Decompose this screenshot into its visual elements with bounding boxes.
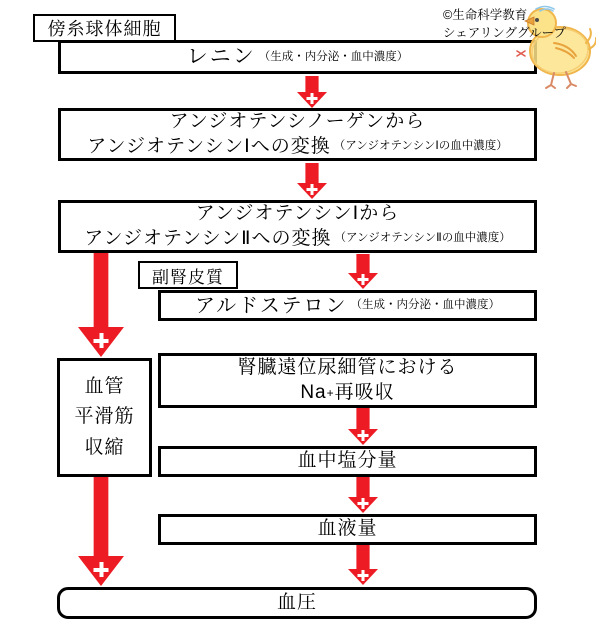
node-angiotensin1-line1: アンジオテンシノーゲンから [169,110,426,132]
plus-icon [94,333,109,348]
label-juxtaglomerular-cells-text: 傍糸球体細胞 [47,19,162,39]
stimulation-arrow-big-icon [78,253,124,357]
node-renal-reabsorb: 再吸収 [334,381,395,403]
node-vascular-line3: 収縮 [84,436,125,458]
label-adrenal-cortex [138,261,238,289]
node-blood-salt-text: 血中塩分量 [297,450,398,472]
node-renal-na: Na [300,381,327,403]
plus-icon [358,274,369,285]
plus-icon [94,562,109,577]
node-angiotensin1-conversion [58,108,537,161]
node-renal-na-reabsorption: 腎臓遠位尿細管における Na + 再吸収 [158,353,537,408]
node-vascular-line1: 血管 [84,375,125,397]
node-blood-volume-text: 血液量 [317,518,378,540]
label-juxtaglomerular-cells [33,14,176,42]
node-renin-note: （生成・内分泌・血中濃度） [258,50,409,63]
node-renin [58,40,537,74]
plus-icon [307,93,318,104]
node-aldosterone-title: アルドステロン [194,294,348,317]
stimulation-arrow-icon [348,408,378,445]
node-blood-pressure [57,587,537,619]
node-blood-salt [158,446,537,477]
plus-icon [358,570,369,581]
plus-icon [358,430,369,441]
credit-line2: シェアリンググループ [443,26,567,41]
node-angiotensin2-conversion [58,200,537,253]
stimulation-arrow-icon [297,163,327,199]
node-aldosterone [158,290,537,321]
stimulation-arrow-big-icon [78,477,124,586]
stimulation-arrow-icon [348,477,378,513]
node-aldosterone-note: （生成・内分泌・血中濃度） [350,299,501,312]
node-vascular-line2: 平滑筋 [74,406,135,428]
node-angiotensin1-line2: アンジオテンシンⅠへの変換 [87,135,331,157]
node-angiotensin2-line2: アンジオテンシンⅡへの変換 [84,227,332,249]
node-renin-title: レニン [186,45,256,69]
plus-icon [358,498,369,509]
node-vascular-smooth-muscle-contraction [57,358,152,477]
node-angiotensin1-note: （アンジオテンシンⅠの血中濃度） [333,140,508,153]
label-adrenal-cortex-text: 副腎皮質 [152,267,224,287]
credit-line1: ©生命科学教育 [443,8,528,22]
plus-icon [307,184,318,195]
node-angiotensin2-line1: アンジオテンシンⅠから [195,202,400,224]
stimulation-arrow-icon [348,545,378,585]
node-blood-volume [158,514,537,545]
node-renal-line1: 腎臓遠位尿細管における [237,356,458,378]
stimulation-arrow-icon [297,76,327,108]
stimulation-arrow-icon [348,254,378,289]
credit-text [443,6,566,42]
node-blood-pressure-text: 血圧 [276,591,317,613]
node-angiotensin2-note: （アンジオテンシンⅡの血中濃度） [334,232,511,245]
